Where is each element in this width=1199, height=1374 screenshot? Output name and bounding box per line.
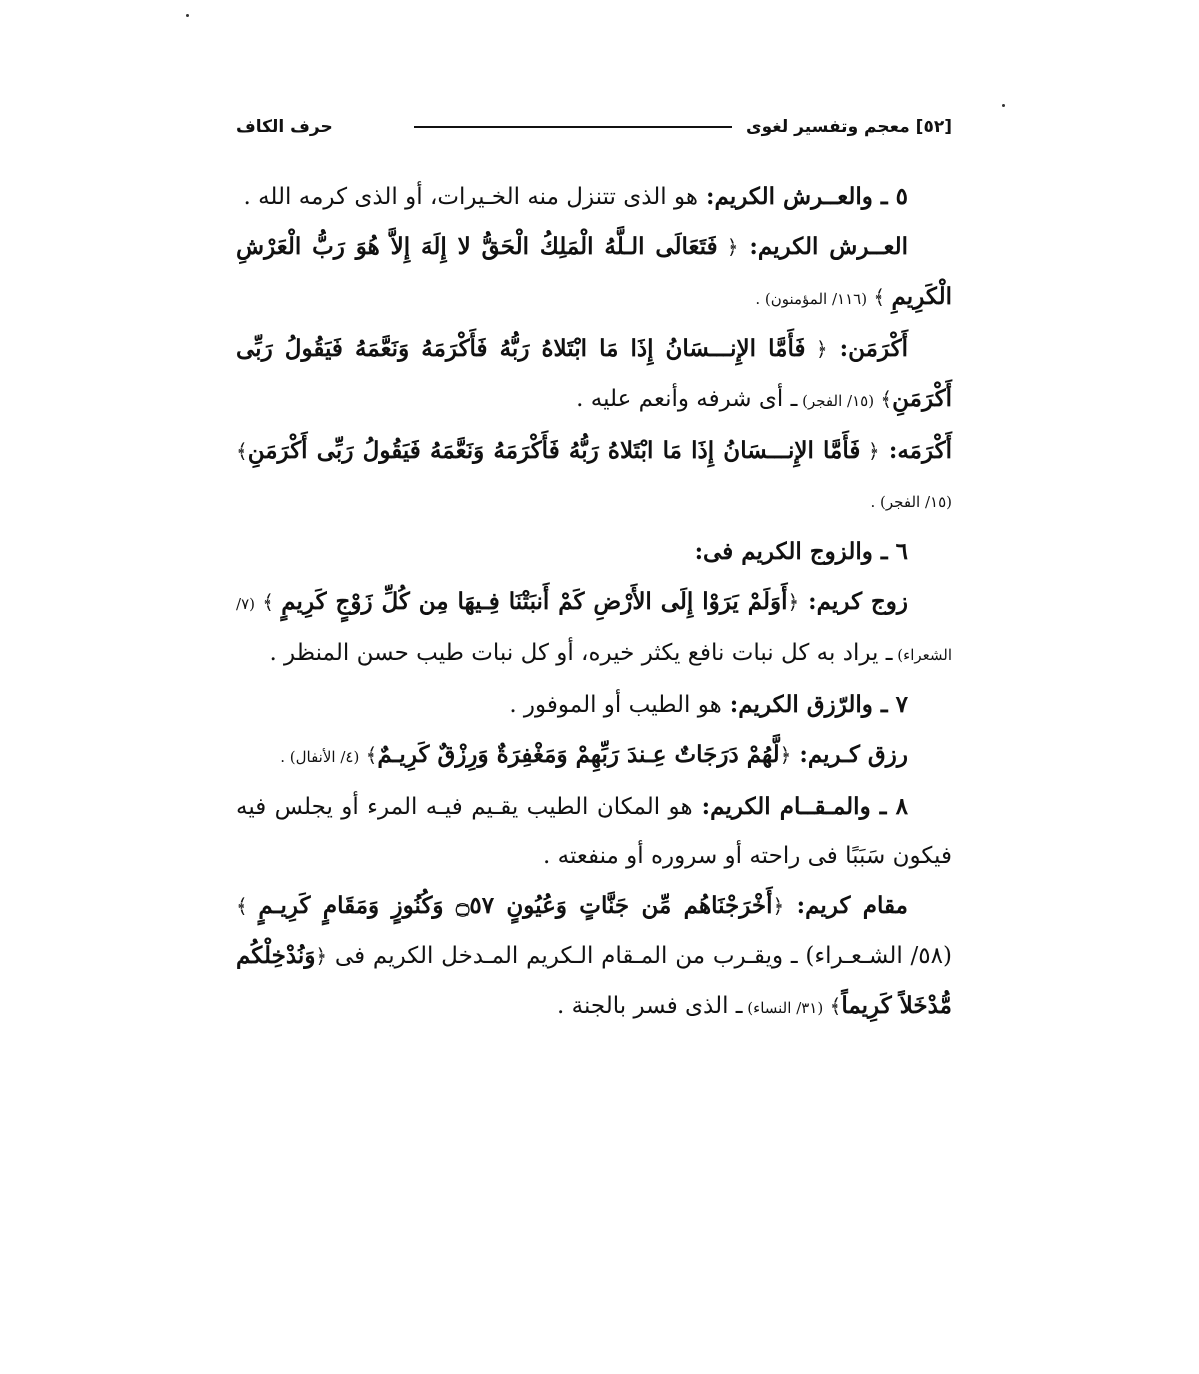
paragraph	[236, 680, 952, 730]
ornate-bracket: ﴿	[717, 235, 739, 259]
entry-heading: ٦ ـ والزوج الكريم فى:	[694, 538, 908, 565]
entry-heading: العــرش الكريم:	[738, 233, 908, 260]
quran-verse: فَتَعَالَى الـلَّهُ الْمَلِكُ الْحَقُّ لا إِلَهَ إِلاَّ هُوَ رَبُّ الْعَرْشِ الْكَرِيمِ	[236, 233, 952, 310]
quran-verse: فَأَمَّا الإِنـــسَانُ إِذَا مَا ابْتَلاهُ رَبُّهُ فَأَكْرَمَهُ وَنَعَّمَهُ فَيَقُولُ رَبِّى أَكْرَمَنِ	[236, 335, 952, 412]
text-run: هو الذى تتنزل منه الخـيرات، أو الذى كرمه الله .	[243, 184, 699, 210]
paragraph	[236, 782, 952, 881]
ornate-bracket: ﴾	[874, 387, 893, 411]
text-run: هو المكان الطيب يقـيم فيـه المرء أو يجلس فيه فيكون سَبَبًا فى راحته أو سروره أو منفعته .	[236, 794, 952, 869]
scan-speck	[186, 14, 189, 17]
paragraph	[236, 324, 952, 426]
paragraph	[236, 577, 952, 680]
paragraph	[236, 426, 952, 527]
verse-reference: (٤/ الأنفال) .	[280, 748, 360, 766]
text-run: ـ أى شرفه وأنعم عليه .	[576, 386, 798, 412]
entry-heading: ٨ ـ والمـقــام الكريم:	[692, 793, 908, 820]
ornate-bracket: ﴾	[359, 743, 378, 767]
chapter-title: حرف الكاف	[236, 117, 333, 137]
entry-heading: ٧ ـ والرّزق الكريم:	[721, 691, 908, 718]
paragraph	[236, 222, 952, 324]
ornate-bracket: ﴿	[860, 439, 880, 463]
quran-verse: وَنُدْخِلْكُم مُّدْخَلاً كَرِيماً	[236, 942, 952, 1019]
body-text	[236, 172, 952, 1033]
quran-verse: فَأَمَّا الإِنـــسَانُ إِذَا مَا ابْتَلاهُ رَبُّهُ فَأَكْرَمَهُ وَنَعَّمَهُ فَيَقُولُ رَبِّى أَكْرَمَنِ	[247, 437, 861, 464]
text-run: ـ يراد به كل نبات نافع يكثر خيره، أو كل نبات طيب حسن المنظر .	[269, 640, 893, 666]
paragraph	[236, 172, 952, 222]
ornate-bracket: ﴾	[236, 894, 259, 918]
paragraph	[236, 730, 952, 782]
entry-heading: رزق كـريم:	[791, 741, 908, 768]
paragraph	[236, 527, 952, 577]
ornate-bracket: ﴿	[315, 944, 328, 968]
quran-verse: أَوَلَمْ يَرَوْا إِلَى الأَرْضِ كَمْ أَنبَتْنَا فِـيهَا مِن كُلِّ زَوْجٍ كَرِيمٍ	[281, 588, 788, 615]
text-run: (٥٨/ الشـعـراء) ـ ويقـرب من المـقام الـكريم المـدخل الكريم فى	[327, 943, 952, 969]
ornate-bracket: ﴾	[867, 285, 892, 309]
running-header	[236, 112, 952, 142]
quran-verse: أَخْرَجْنَاهُم مِّن جَنَّاتٍ وَعُيُونٍ ۝٥٧ وَكُنُوزٍ وَمَقَامٍ كَرِيـمٍ	[258, 892, 773, 919]
ornate-bracket: ﴿	[805, 337, 828, 361]
entry-heading: أَكْرَمَن:	[827, 335, 909, 362]
ornate-bracket: ﴾	[236, 439, 248, 463]
quran-verse: لَّهُمْ دَرَجَاتٌ عِـندَ رَبِّهِمْ وَمَغْفِرَةٌ وَرِزْقٌ كَرِيـمٌ	[377, 741, 780, 768]
verse-reference: (٣١/ النساء)	[742, 999, 824, 1017]
paragraph	[236, 881, 952, 1033]
page-title: [٥٢] معجم وتفسير لغوى	[746, 117, 952, 137]
ornate-bracket: ﴿	[779, 743, 792, 767]
entry-heading: أَكْرَمَه:	[879, 437, 952, 464]
header-rule	[414, 126, 732, 128]
ornate-bracket: ﴿	[772, 894, 785, 918]
verse-reference: (١١٦/ المؤمنون) .	[755, 290, 868, 308]
entry-heading: زوج كريم:	[799, 588, 908, 615]
entry-heading: ٥ ـ والعــرش الكريم:	[698, 183, 908, 210]
ornate-bracket: ﴾	[254, 590, 282, 614]
text-run: ـ الذى فسر بالجنة .	[557, 993, 743, 1019]
ornate-bracket: ﴿	[787, 590, 800, 614]
verse-reference: (٧/ الشعراء)	[236, 595, 952, 664]
entry-heading: مقام كريم:	[784, 892, 909, 919]
ornate-bracket: ﴾	[823, 994, 842, 1018]
scan-speck	[1002, 104, 1005, 107]
text-run: هو الطيب أو الموفور .	[509, 692, 722, 718]
verse-reference: (١٥/ الفجر)	[797, 392, 875, 410]
verse-reference: (١٥/ الفجر) .	[870, 493, 952, 511]
